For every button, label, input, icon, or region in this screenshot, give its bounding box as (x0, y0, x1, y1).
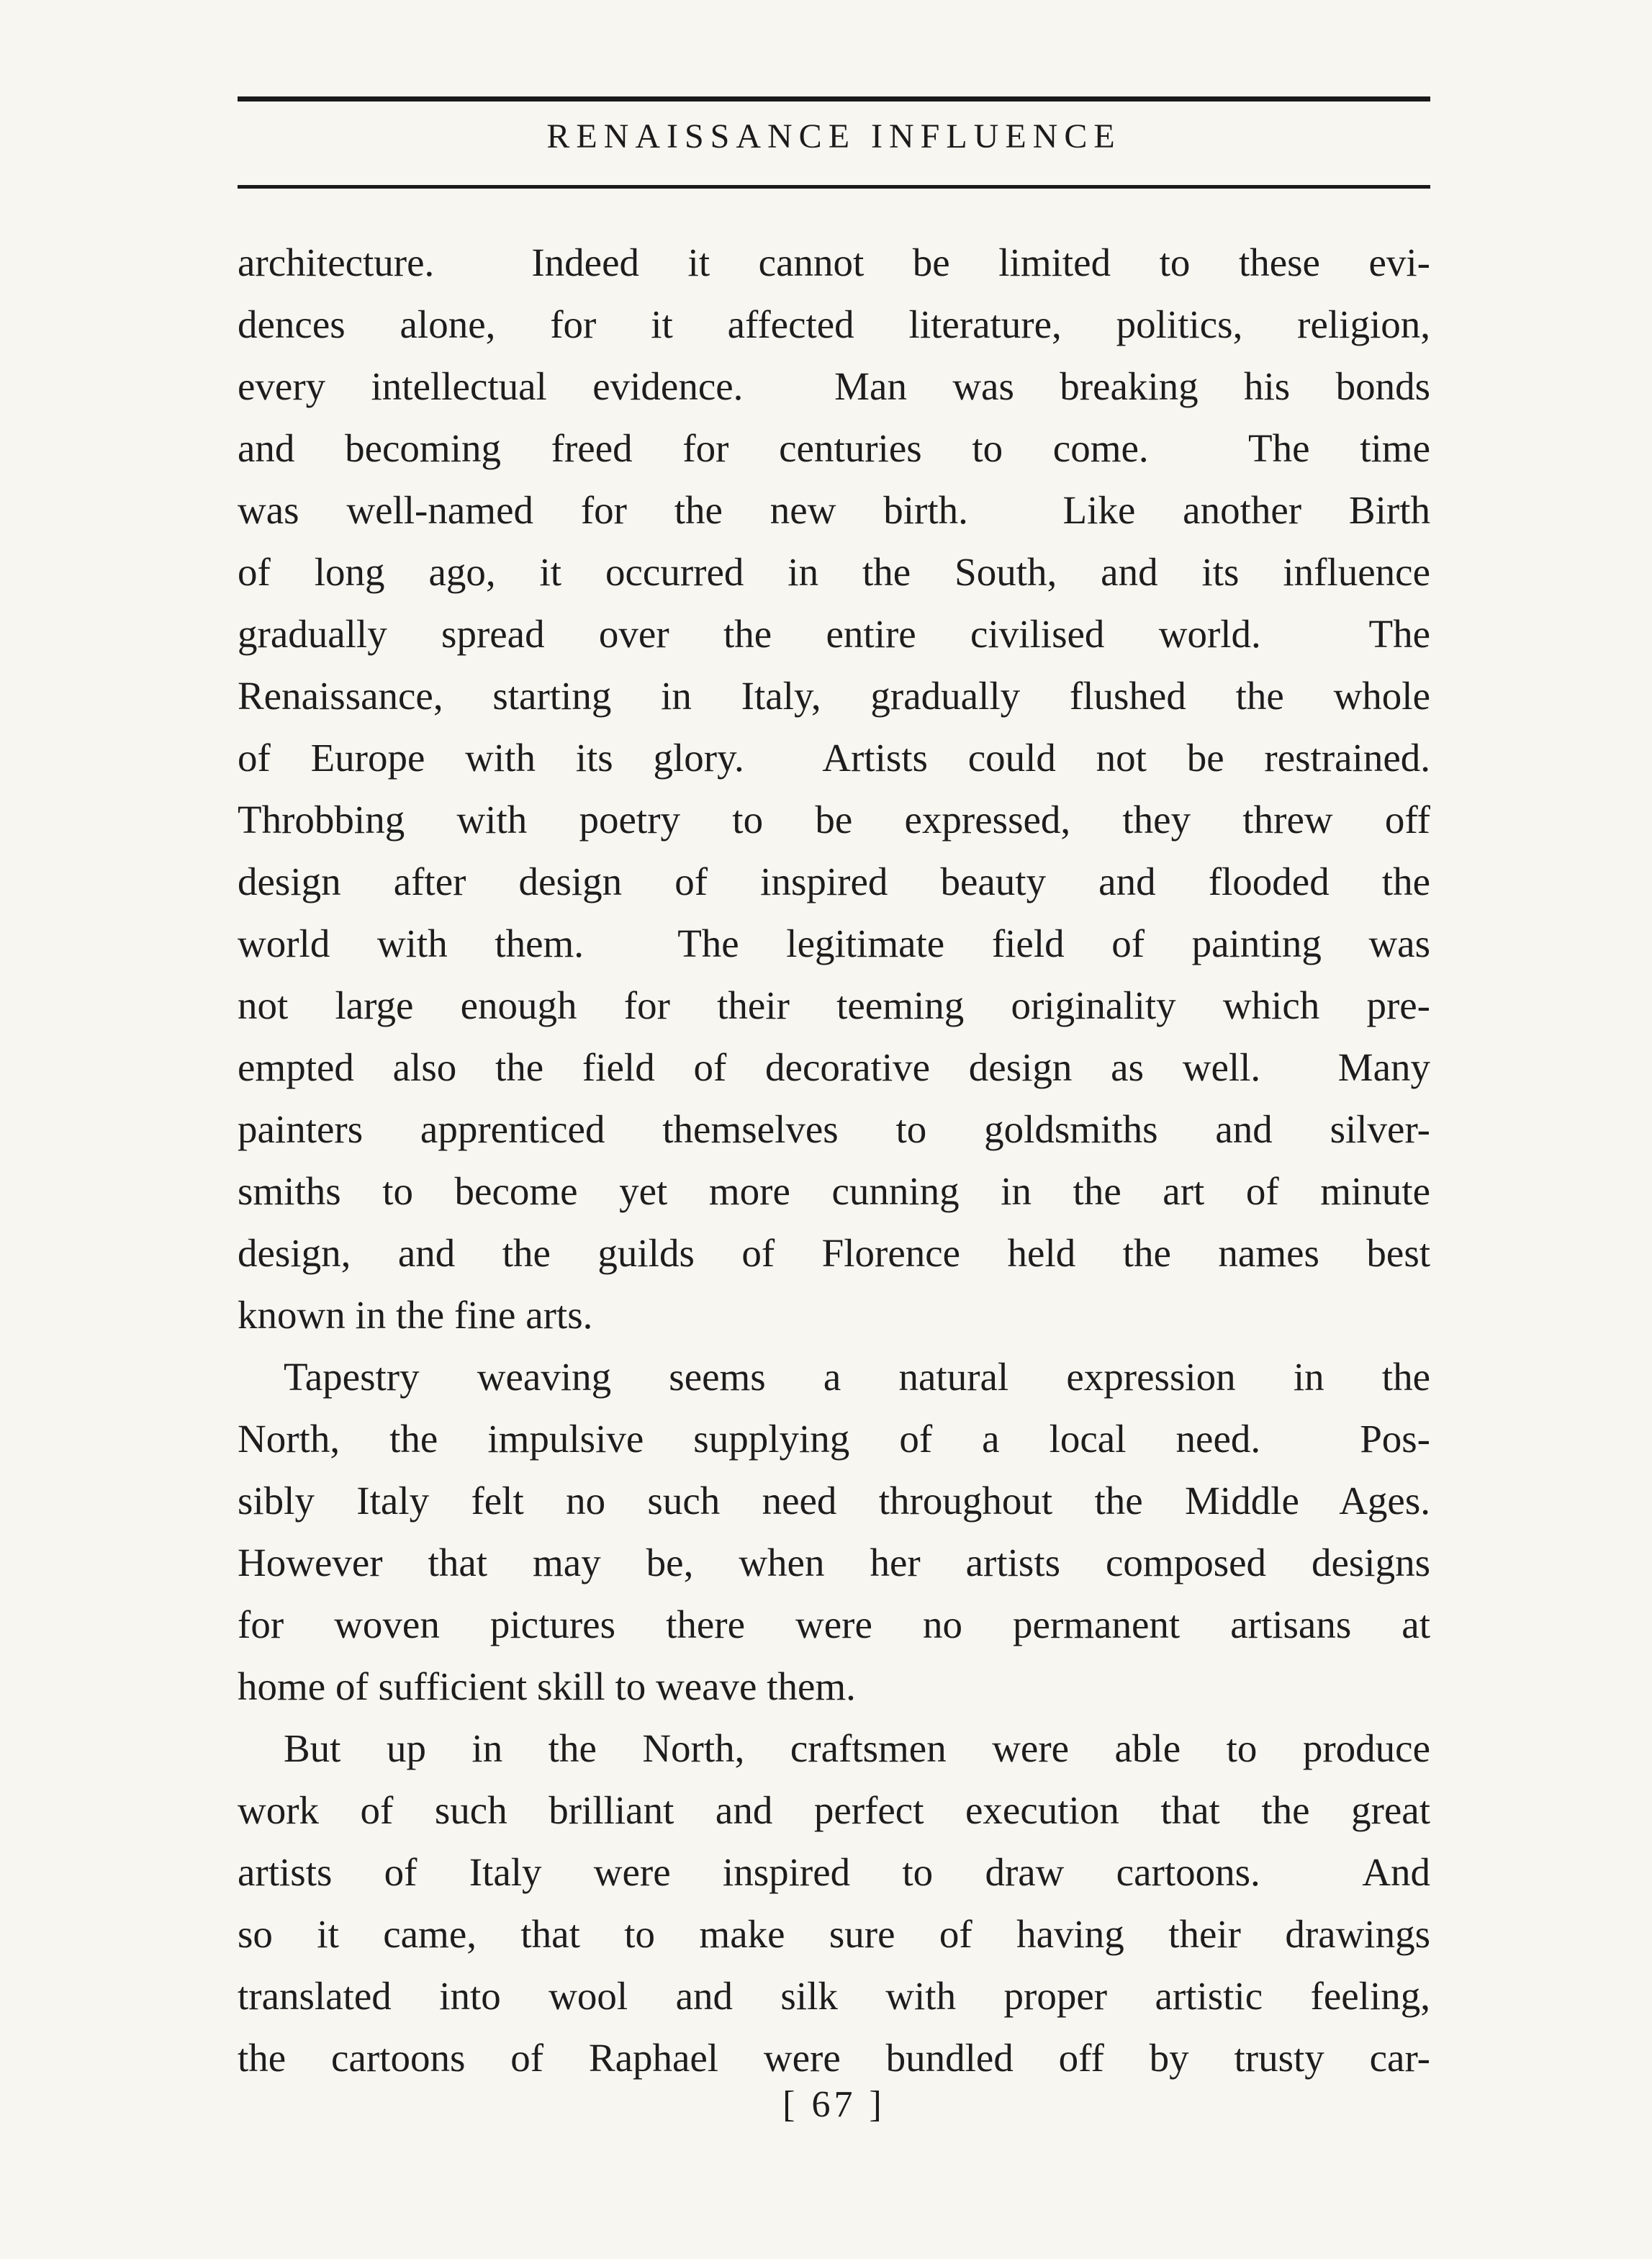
text-line: sibly Italy felt no such need throughout the Middle Ages. (238, 1479, 1430, 1523)
paragraph (238, 232, 1430, 1346)
text-line: so it came, that to make sure of having their drawings (238, 1912, 1430, 1956)
text-line: smiths to become yet more cunning in the art of minute (238, 1169, 1430, 1213)
text-line: architecture. Indeed it cannot be limited to these evi- (238, 240, 1430, 284)
text-line: of long ago, it occurred in the South, and its influence (238, 550, 1430, 594)
text-line: home of sufficient skill to weave them. (238, 1664, 856, 1708)
text-line: gradually spread over the entire civilised world. The (238, 612, 1430, 656)
text-line: dences alone, for it affected literature, politics, religion, (238, 302, 1430, 346)
text-line: known in the fine arts. (238, 1293, 593, 1337)
text-line: design after design of inspired beauty and flooded the (238, 860, 1430, 903)
text-line: every intellectual evidence. Man was breaking his bonds (238, 364, 1430, 408)
text-line: and becoming freed for centuries to come. The time (238, 426, 1430, 470)
paragraph (238, 1346, 1430, 1718)
page-number: [ 67 ] (782, 2084, 885, 2125)
text-line: But up in the North, craftsmen were able to produce (284, 1726, 1430, 1770)
text-line: was well-named for the new birth. Like another Birth (238, 488, 1430, 532)
text-line: work of such brilliant and perfect execution that the great (238, 1788, 1430, 1832)
text-line: empted also the field of decorative design as well. Many (238, 1045, 1430, 1089)
text-line: not large enough for their teeming originality which pre- (238, 983, 1430, 1027)
text-line: painters apprenticed themselves to goldsmiths and silver- (238, 1107, 1430, 1151)
running-head: RENAISSANCE INFLUENCE (546, 117, 1121, 155)
header-bottom-rule (238, 185, 1430, 189)
text-line: the cartoons of Raphael were bundled off by trusty car- (238, 2036, 1430, 2080)
text-line: world with them. The legitimate field of painting was (238, 921, 1430, 965)
body-text (238, 232, 1430, 2089)
text-line: Tapestry weaving seems a natural expression in the (284, 1355, 1430, 1399)
paragraph (238, 1718, 1430, 2089)
text-line: artists of Italy were inspired to draw cartoons. And (238, 1850, 1430, 1894)
text-line: translated into wool and silk with proper artistic feeling, (238, 1974, 1430, 2018)
text-line: of Europe with its glory. Artists could not be restrained. (238, 736, 1430, 780)
text-line: design, and the guilds of Florence held the names best (238, 1231, 1430, 1275)
text-line: Renaissance, starting in Italy, gradually flushed the whole (238, 674, 1430, 718)
text-line: Throbbing with poetry to be expressed, they threw off (238, 798, 1430, 842)
text-line: However that may be, when her artists composed designs (238, 1541, 1430, 1584)
text-line: for woven pictures there were no permanent artisans at (238, 1602, 1430, 1646)
text-line: North, the impulsive supplying of a local need. Pos- (238, 1417, 1430, 1461)
header-top-rule (238, 96, 1430, 102)
